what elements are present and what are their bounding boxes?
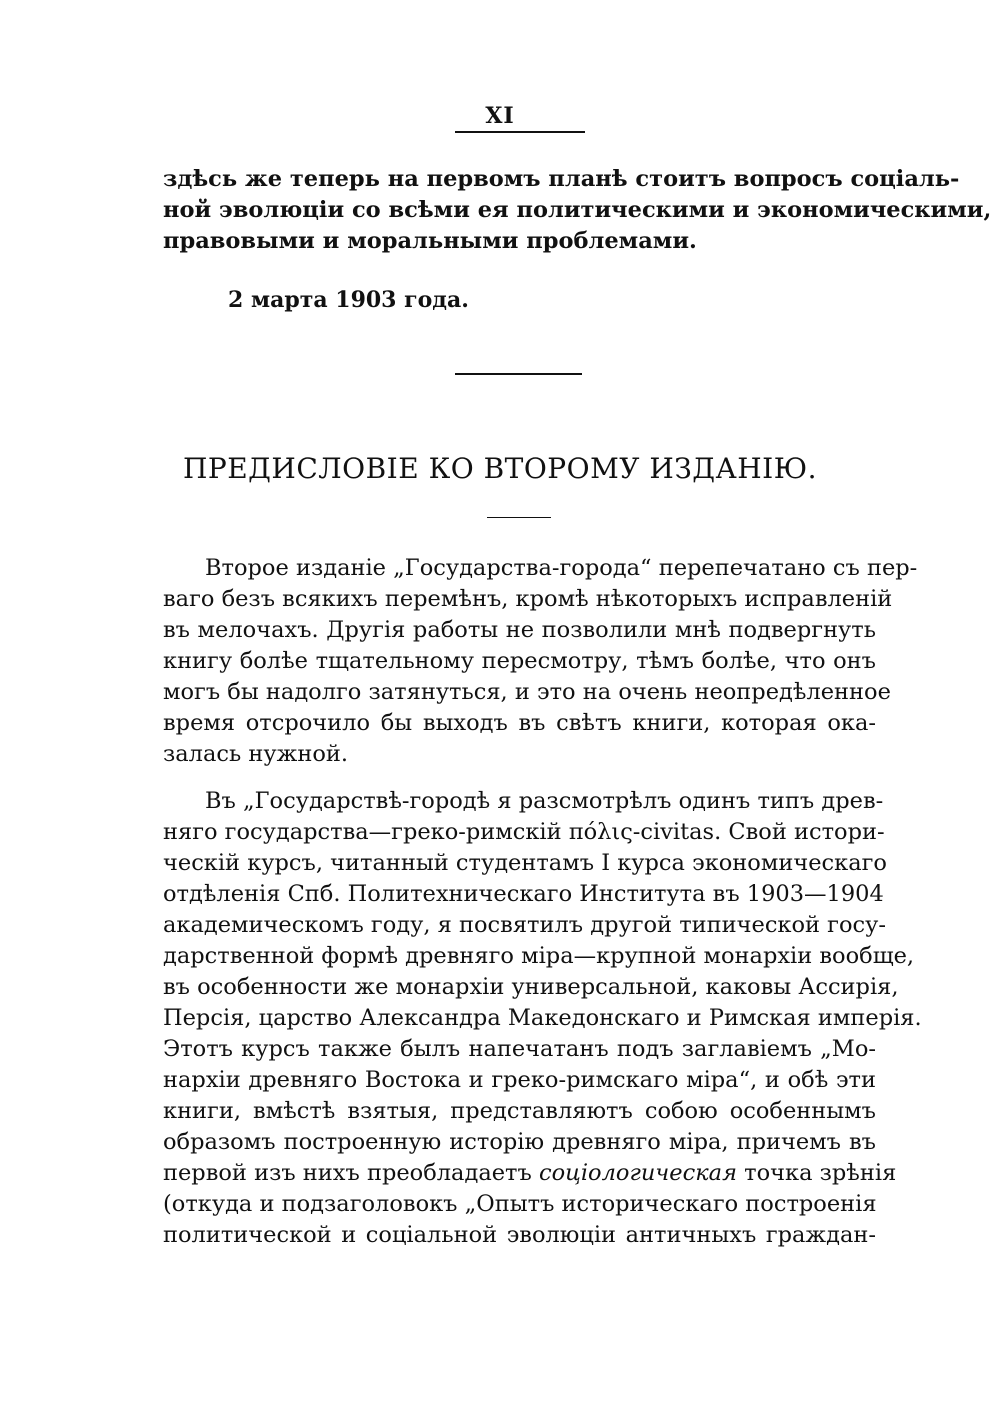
- text-line-with-italic: [163, 1158, 897, 1189]
- heading-underline: [487, 517, 551, 518]
- page-number: XI: [485, 103, 515, 129]
- text-line: отдѣленія Спб. Политехническаго Института въ 1903—1904: [163, 881, 884, 907]
- text-line: ной эволюціи со всѣми ея политическими и экономическими,: [163, 197, 992, 223]
- text-line: Этотъ курсъ также былъ напечатанъ подъ заглавіемъ „Мо-: [163, 1036, 876, 1062]
- text-line: въ мелочахъ. Другія работы не позволили мнѣ подвергнуть: [163, 617, 876, 643]
- paragraph-1: [163, 553, 918, 770]
- text-fragment: точка зрѣнія: [736, 1160, 897, 1186]
- text-line: политической и соціальной эволюціи античныхъ граждан-: [163, 1222, 876, 1248]
- preface-date: 2 марта 1903 года.: [228, 287, 469, 313]
- text-line: книгу болѣе тщательному пересмотру, тѣмъ болѣе, что онъ: [163, 648, 876, 674]
- text-line: въ особенности же монархіи универсальной, каковы Ассирія,: [163, 974, 899, 1000]
- text-line: образомъ построенную исторію древняго міра, причемъ въ: [163, 1129, 876, 1155]
- text-line: залась нужной.: [163, 741, 349, 767]
- text-line: няго государства—греко-римскій πόλις-civitas. Свой истори-: [163, 819, 885, 845]
- text-line: время отсрочило бы выходъ въ свѣтъ книги, которая ока-: [163, 710, 876, 736]
- text-line: книги, вмѣстѣ взятыя, представляютъ собою особеннымъ: [163, 1098, 876, 1124]
- text-line: могъ бы надолго затянуться, и это на очень неопредѣленное: [163, 679, 891, 705]
- text-line: Второе изданіе „Государства-города“ перепечатано съ пер-: [205, 555, 918, 581]
- text-line: ческій курсъ, читанный студентамъ I курса экономическаго: [163, 850, 887, 876]
- paragraph-2: [163, 786, 922, 1251]
- text-line: академическомъ году, я посвятилъ другой типической госу-: [163, 912, 886, 938]
- text-line: здѣсь же теперь на первомъ планѣ стоитъ вопросъ соціаль-: [163, 166, 960, 192]
- text-line: нархіи древняго Востока и греко-римскаго міра“, и обѣ эти: [163, 1067, 876, 1093]
- section-heading: ПРЕДИСЛОВІЕ КО ВТОРОМУ ИЗДАНІЮ.: [182, 452, 818, 485]
- text-line: Персія, царство Александра Македонскаго и Римская имперія.: [163, 1005, 922, 1031]
- section-divider: [455, 373, 582, 375]
- italic-term: соціологическая: [538, 1160, 737, 1186]
- text-fragment: первой изъ нихъ преобладаетъ: [163, 1160, 539, 1186]
- text-line: (откуда и подзаголовокъ „Опытъ историческаго построенія: [163, 1191, 877, 1217]
- text-line: правовыми и моральными проблемами.: [163, 228, 697, 254]
- preface-ending-text: [163, 164, 992, 257]
- text-line: дарственной формѣ древняго міра—крупной монархіи вообще,: [163, 943, 915, 969]
- header-rule: [455, 131, 585, 133]
- text-line: Въ „Государствѣ-городѣ я разсмотрѣлъ одинъ типъ древ-: [205, 788, 884, 814]
- text-line: ваго безъ всякихъ перемѣнъ, кромѣ нѣкоторыхъ исправленій: [163, 586, 893, 612]
